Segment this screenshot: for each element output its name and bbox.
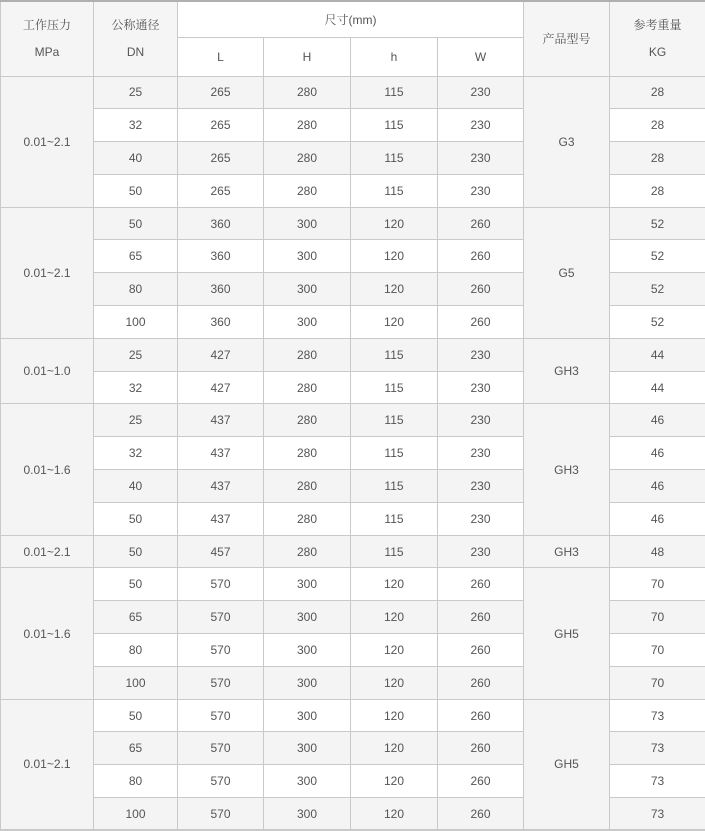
dimension-h-lower-cell: 115	[351, 371, 438, 404]
weight-cell: 52	[610, 306, 705, 339]
pressure-cell: 0.01~1.6	[1, 404, 94, 535]
header-weight-unit: KG	[610, 46, 705, 58]
table-row	[1, 76, 705, 109]
weight-cell: 73	[610, 798, 705, 831]
header-dn	[94, 1, 178, 76]
dimension-h-upper-cell: 280	[264, 404, 351, 437]
header-weight	[610, 1, 705, 76]
dn-cell: 80	[94, 765, 178, 798]
weight-cell: 28	[610, 109, 705, 142]
dimension-l-cell: 265	[178, 174, 264, 207]
dimension-h-lower-cell: 115	[351, 437, 438, 470]
dn-cell: 100	[94, 798, 178, 831]
header-dim-w: W	[438, 37, 524, 76]
dn-cell: 50	[94, 699, 178, 732]
dimension-w-cell: 260	[438, 601, 524, 634]
dimension-h-upper-cell: 280	[264, 502, 351, 535]
dn-cell: 25	[94, 76, 178, 109]
dimension-h-lower-cell: 115	[351, 535, 438, 568]
dimension-w-cell: 230	[438, 109, 524, 142]
weight-cell: 73	[610, 765, 705, 798]
model-cell: GH5	[524, 568, 610, 699]
dimension-w-cell: 230	[438, 76, 524, 109]
dimension-l-cell: 360	[178, 207, 264, 240]
dimension-h-lower-cell: 120	[351, 240, 438, 273]
dn-cell: 50	[94, 174, 178, 207]
dn-cell: 50	[94, 535, 178, 568]
dimension-w-cell: 260	[438, 666, 524, 699]
dimension-h-lower-cell: 120	[351, 666, 438, 699]
dimension-h-lower-cell: 120	[351, 207, 438, 240]
dn-cell: 40	[94, 470, 178, 503]
table-row	[1, 699, 705, 732]
dimension-h-upper-cell: 300	[264, 666, 351, 699]
dimension-l-cell: 265	[178, 109, 264, 142]
dimension-w-cell: 260	[438, 568, 524, 601]
pressure-cell: 0.01~1.6	[1, 568, 94, 699]
dimension-h-upper-cell: 280	[264, 371, 351, 404]
dimension-l-cell: 437	[178, 502, 264, 535]
weight-cell: 52	[610, 240, 705, 273]
dimension-w-cell: 230	[438, 174, 524, 207]
dimension-h-upper-cell: 300	[264, 765, 351, 798]
dimension-h-lower-cell: 120	[351, 306, 438, 339]
dimension-h-upper-cell: 280	[264, 535, 351, 568]
model-cell: GH5	[524, 699, 610, 830]
model-cell: GH3	[524, 338, 610, 404]
dimension-l-cell: 360	[178, 240, 264, 273]
model-cell: G3	[524, 76, 610, 207]
dn-cell: 32	[94, 437, 178, 470]
pressure-cell: 0.01~2.1	[1, 699, 94, 830]
dn-cell: 65	[94, 732, 178, 765]
dimension-h-lower-cell: 115	[351, 109, 438, 142]
header-weight-label: 参考重量	[610, 19, 705, 31]
weight-cell: 73	[610, 732, 705, 765]
dimension-w-cell: 260	[438, 273, 524, 306]
dimension-h-lower-cell: 115	[351, 470, 438, 503]
dimension-h-upper-cell: 280	[264, 142, 351, 175]
dimension-h-lower-cell: 120	[351, 765, 438, 798]
dimension-h-lower-cell: 115	[351, 338, 438, 371]
dn-cell: 100	[94, 666, 178, 699]
weight-cell: 46	[610, 437, 705, 470]
dimension-w-cell: 230	[438, 502, 524, 535]
header-pressure-unit: MPa	[1, 46, 93, 58]
dimension-l-cell: 570	[178, 568, 264, 601]
pressure-cell: 0.01~2.1	[1, 535, 94, 568]
dimension-h-upper-cell: 300	[264, 207, 351, 240]
dimension-l-cell: 457	[178, 535, 264, 568]
weight-cell: 44	[610, 338, 705, 371]
dn-cell: 25	[94, 404, 178, 437]
dimension-w-cell: 260	[438, 699, 524, 732]
weight-cell: 70	[610, 634, 705, 667]
dimension-w-cell: 260	[438, 207, 524, 240]
header-size: 尺寸(mm)	[178, 1, 524, 37]
dimension-w-cell: 260	[438, 765, 524, 798]
table-row	[1, 535, 705, 568]
table-row	[1, 338, 705, 371]
table-row	[1, 207, 705, 240]
weight-cell: 46	[610, 502, 705, 535]
dimension-h-lower-cell: 120	[351, 699, 438, 732]
table-row	[1, 404, 705, 437]
dimension-l-cell: 570	[178, 732, 264, 765]
dn-cell: 65	[94, 240, 178, 273]
dimension-l-cell: 437	[178, 404, 264, 437]
dimension-h-upper-cell: 300	[264, 732, 351, 765]
table-body	[1, 76, 705, 830]
header-dim-h-lower: h	[351, 37, 438, 76]
dn-cell: 40	[94, 142, 178, 175]
dimension-h-lower-cell: 115	[351, 174, 438, 207]
dimension-h-lower-cell: 120	[351, 634, 438, 667]
weight-cell: 46	[610, 404, 705, 437]
dimension-w-cell: 230	[438, 142, 524, 175]
dimension-l-cell: 427	[178, 338, 264, 371]
dimension-l-cell: 427	[178, 371, 264, 404]
weight-cell: 52	[610, 207, 705, 240]
table-header	[1, 1, 705, 76]
dimension-h-upper-cell: 300	[264, 306, 351, 339]
dimension-l-cell: 570	[178, 765, 264, 798]
header-dim-l: L	[178, 37, 264, 76]
pressure-cell: 0.01~2.1	[1, 76, 94, 207]
dn-cell: 80	[94, 634, 178, 667]
dimension-l-cell: 437	[178, 437, 264, 470]
dimension-h-upper-cell: 300	[264, 699, 351, 732]
dimension-w-cell: 260	[438, 634, 524, 667]
dimension-l-cell: 360	[178, 273, 264, 306]
model-cell: G5	[524, 207, 610, 338]
dimension-h-upper-cell: 280	[264, 470, 351, 503]
dimension-l-cell: 265	[178, 76, 264, 109]
dimension-h-lower-cell: 115	[351, 142, 438, 175]
dn-cell: 32	[94, 371, 178, 404]
dimension-h-upper-cell: 300	[264, 798, 351, 831]
dimension-l-cell: 570	[178, 601, 264, 634]
dimension-h-lower-cell: 120	[351, 798, 438, 831]
dimension-h-upper-cell: 300	[264, 568, 351, 601]
dimension-w-cell: 260	[438, 732, 524, 765]
header-dim-h-upper: H	[264, 37, 351, 76]
dimension-h-upper-cell: 280	[264, 76, 351, 109]
dimension-h-upper-cell: 280	[264, 437, 351, 470]
header-row-1	[1, 1, 705, 37]
dn-cell: 50	[94, 568, 178, 601]
header-dn-unit: DN	[94, 46, 177, 58]
dn-cell: 50	[94, 207, 178, 240]
dimension-l-cell: 570	[178, 634, 264, 667]
model-cell: GH3	[524, 404, 610, 535]
header-pressure	[1, 1, 94, 76]
dimension-l-cell: 360	[178, 306, 264, 339]
dimension-h-lower-cell: 120	[351, 732, 438, 765]
weight-cell: 28	[610, 76, 705, 109]
dimension-h-upper-cell: 300	[264, 273, 351, 306]
dimension-l-cell: 570	[178, 798, 264, 831]
dimension-h-lower-cell: 120	[351, 568, 438, 601]
pressure-cell: 0.01~2.1	[1, 207, 94, 338]
dimension-l-cell: 570	[178, 666, 264, 699]
dimension-h-lower-cell: 120	[351, 273, 438, 306]
dimension-h-upper-cell: 280	[264, 174, 351, 207]
table-row	[1, 568, 705, 601]
dn-cell: 100	[94, 306, 178, 339]
dimension-h-lower-cell: 115	[351, 76, 438, 109]
dimension-h-upper-cell: 280	[264, 338, 351, 371]
dimension-h-upper-cell: 300	[264, 240, 351, 273]
weight-cell: 73	[610, 699, 705, 732]
weight-cell: 70	[610, 666, 705, 699]
header-pressure-label: 工作压力	[1, 19, 93, 31]
dimension-w-cell: 260	[438, 240, 524, 273]
dimension-w-cell: 230	[438, 470, 524, 503]
dimension-h-upper-cell: 300	[264, 634, 351, 667]
weight-cell: 70	[610, 601, 705, 634]
dimension-l-cell: 265	[178, 142, 264, 175]
dimension-w-cell: 230	[438, 404, 524, 437]
dimension-h-lower-cell: 120	[351, 601, 438, 634]
dn-cell: 80	[94, 273, 178, 306]
dn-cell: 65	[94, 601, 178, 634]
dimension-h-upper-cell: 300	[264, 601, 351, 634]
weight-cell: 28	[610, 142, 705, 175]
dn-cell: 25	[94, 338, 178, 371]
dn-cell: 50	[94, 502, 178, 535]
header-dn-label: 公称通径	[94, 19, 177, 31]
header-model: 产品型号	[524, 1, 610, 76]
weight-cell: 28	[610, 174, 705, 207]
dimension-h-lower-cell: 115	[351, 502, 438, 535]
dimension-w-cell: 260	[438, 306, 524, 339]
model-cell: GH3	[524, 535, 610, 568]
weight-cell: 70	[610, 568, 705, 601]
dimension-w-cell: 230	[438, 437, 524, 470]
dimension-h-upper-cell: 280	[264, 109, 351, 142]
dimension-w-cell: 260	[438, 798, 524, 831]
dimension-w-cell: 230	[438, 338, 524, 371]
weight-cell: 46	[610, 470, 705, 503]
dimension-w-cell: 230	[438, 371, 524, 404]
dimension-l-cell: 437	[178, 470, 264, 503]
dimension-w-cell: 230	[438, 535, 524, 568]
pressure-cell: 0.01~1.0	[1, 338, 94, 404]
dn-cell: 32	[94, 109, 178, 142]
dimension-h-lower-cell: 115	[351, 404, 438, 437]
dimension-l-cell: 570	[178, 699, 264, 732]
weight-cell: 44	[610, 371, 705, 404]
weight-cell: 48	[610, 535, 705, 568]
weight-cell: 52	[610, 273, 705, 306]
